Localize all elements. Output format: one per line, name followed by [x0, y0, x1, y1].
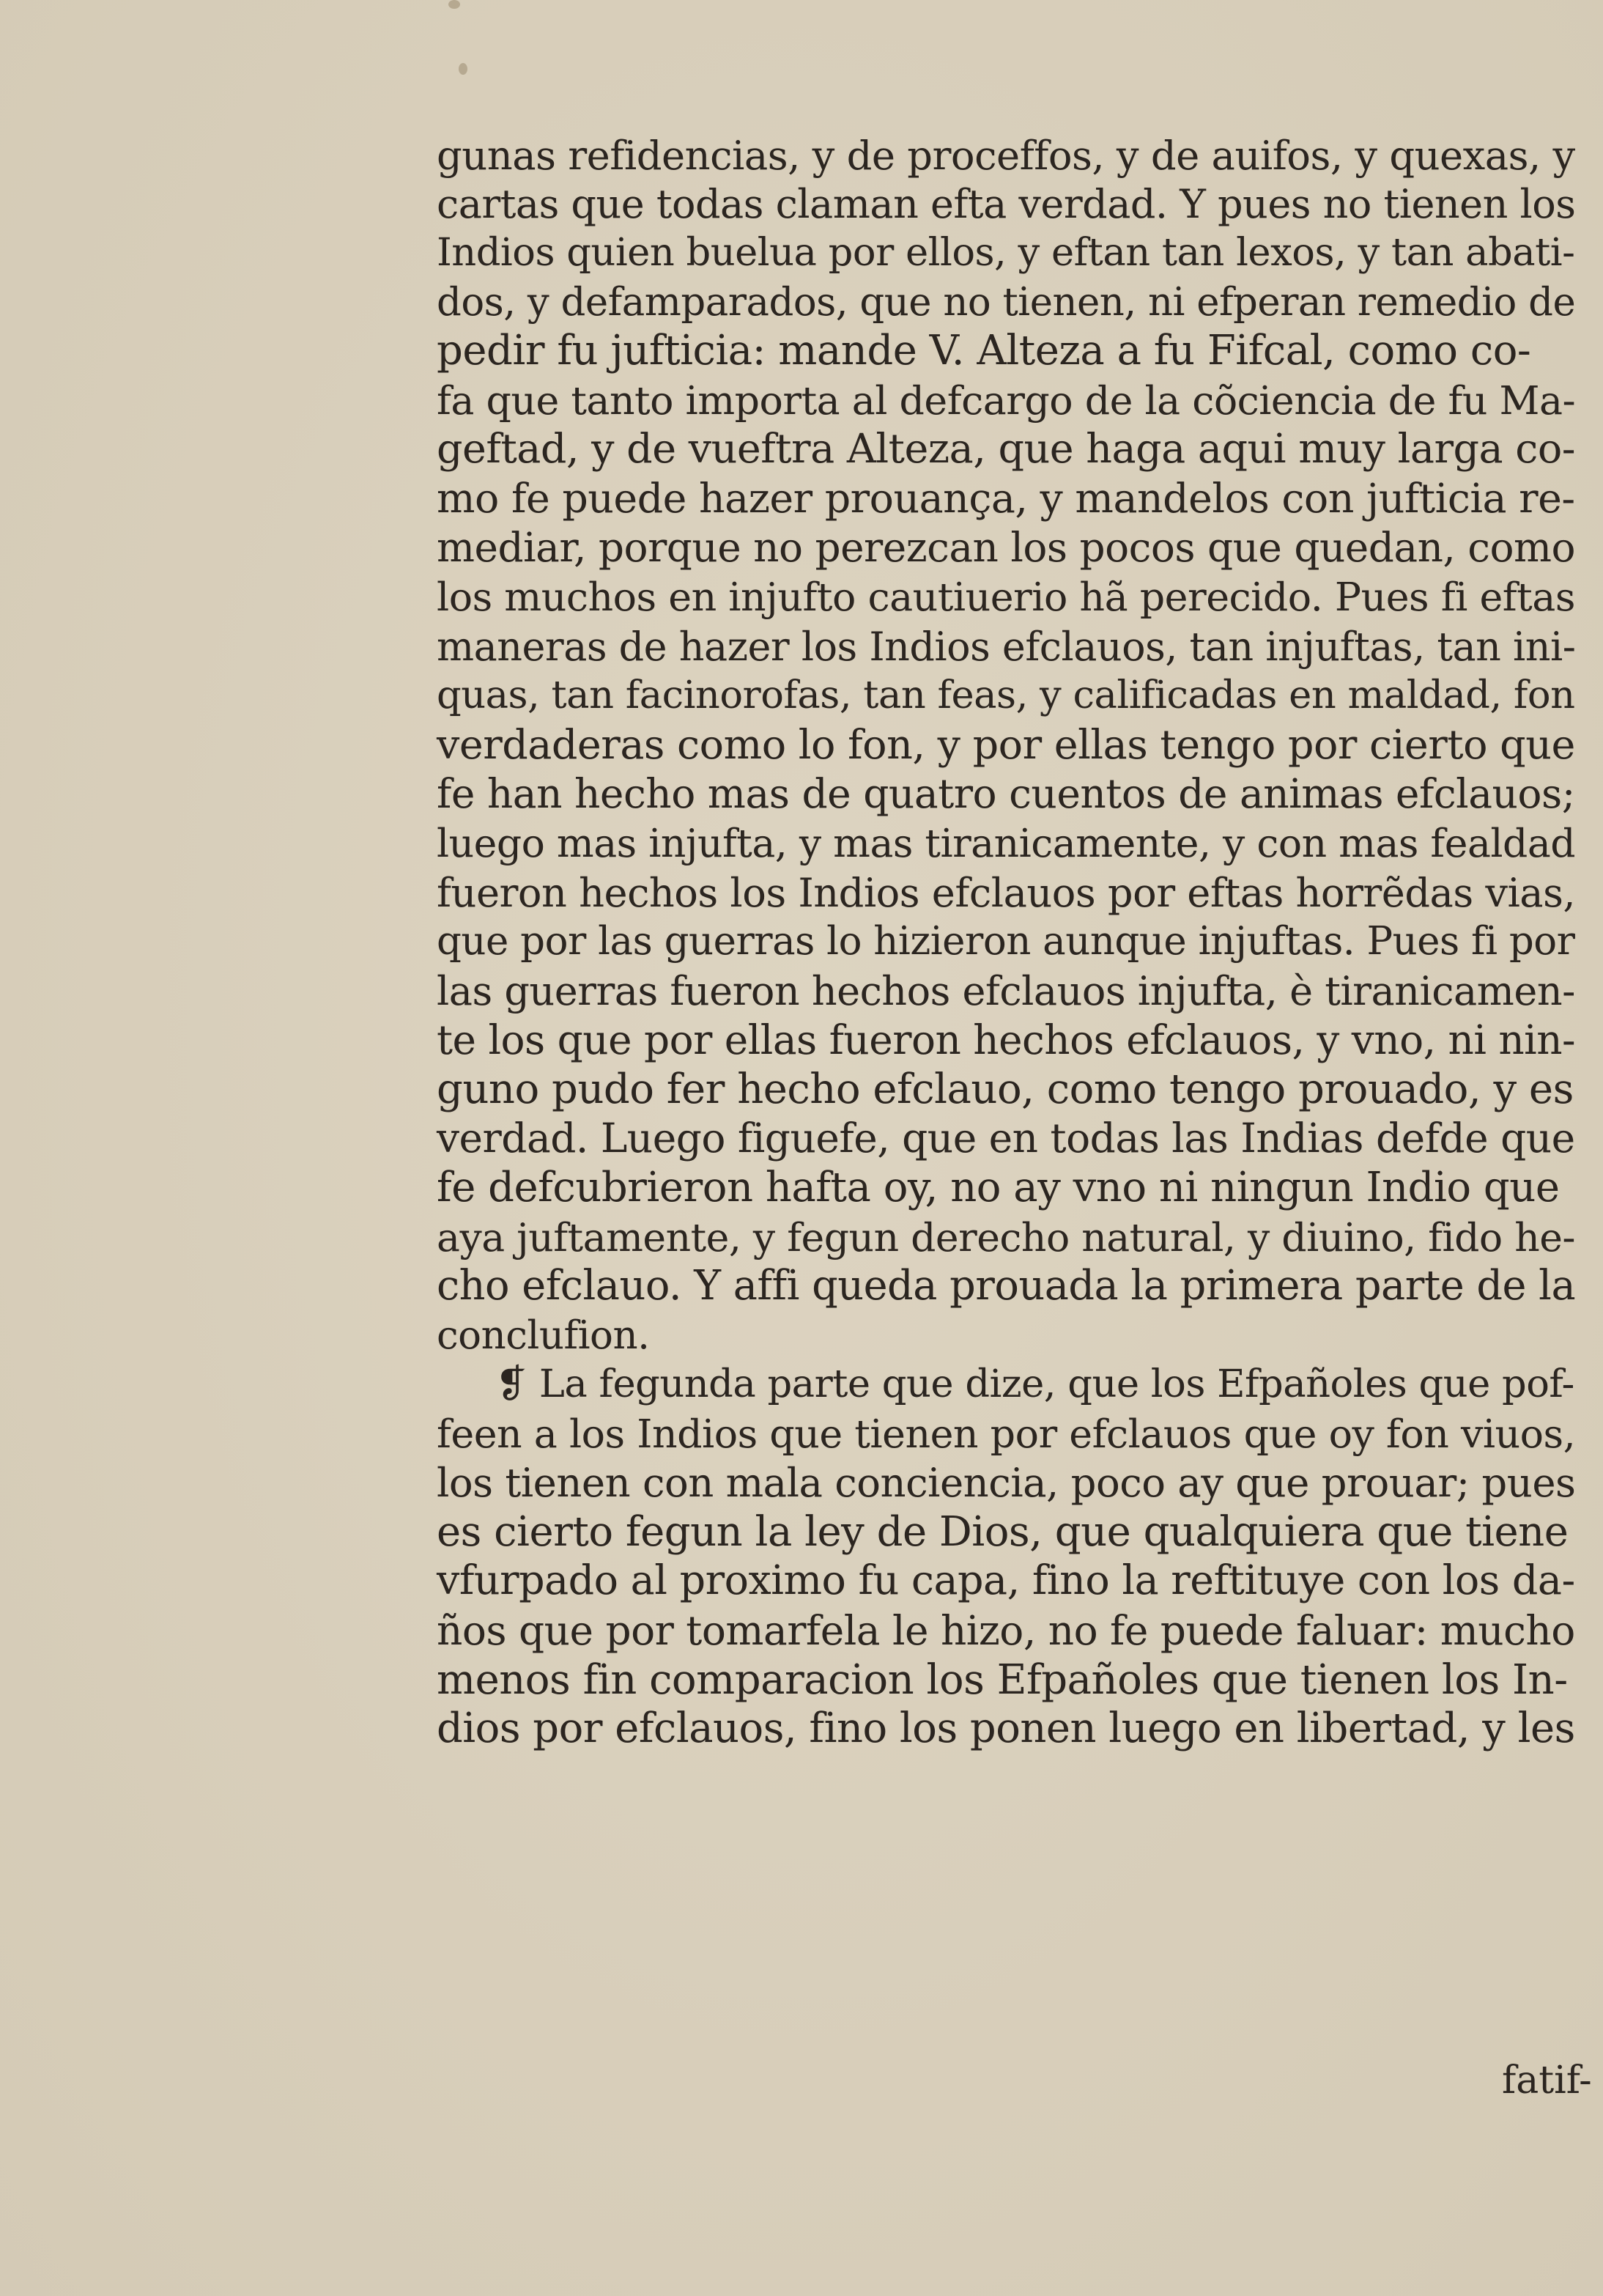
text-line: ños que por tomarfela le hizo, no fe puede faluar: mucho — [437, 1607, 1575, 1654]
text-line: los muchos en injufto cautiuerio hã perecido. Pues fi eftas — [437, 574, 1575, 620]
text-line: gunas refidencias, y de proceffos, y de auifos, y quexas, y — [437, 133, 1575, 179]
text-line: verdaderas como lo fon, y por ellas tengo por cierto que — [437, 721, 1575, 769]
text-line: fe han hecho mas de quatro cuentos de animas efclauos; — [437, 770, 1575, 817]
text-line: conclufion. — [437, 1313, 650, 1358]
text-line: que por las guerras lo hizieron aunque injuftas. Pues fi por — [437, 919, 1575, 964]
text-line: feen a los Indios que tienen por efclauos que oy fon viuos, — [437, 1411, 1576, 1457]
text-line: las guerras fueron hechos efclauos injufta, è tiranicamen- — [437, 968, 1575, 1014]
text-line: pedir fu jufticia: mande V. Alteza a fu Fifcal, como co- — [437, 327, 1531, 374]
text-line: fa que tanto importa al defcargo de la cõciencia de fu Ma- — [437, 377, 1576, 424]
text-line: fueron hechos los Indios efclauos por eftas horrẽdas vias, — [437, 870, 1576, 916]
text-line: verdad. Luego figuefe, que en todas las Indias defde que — [437, 1115, 1575, 1162]
text-line: fe defcubrieron hafta oy, no ay vno ni ningun Indio que — [437, 1164, 1560, 1211]
ink-stain — [448, 0, 460, 9]
paragraph-start-line: ❡ La fegunda parte que dize, que los Efpañoles que pof- — [495, 1362, 1574, 1406]
text-line: maneras de hazer los Indios efclauos, tan injuftas, tan ini- — [437, 624, 1576, 670]
text-line: aya juftamente, y fegun derecho natural, y diuino, fido he- — [437, 1214, 1576, 1260]
text-line: luego mas injufta, y mas tiranicamente, y con mas fealdad — [437, 820, 1576, 866]
text-line: vfurpado al proximo fu capa, fino la reftituye con los da- — [437, 1557, 1575, 1604]
text-line: geftad, y de vueftra Alteza, que haga aqui muy larga co- — [437, 425, 1576, 473]
text-line: quas, tan facinorofas, tan feas, y calificadas en maldad, fon — [437, 673, 1575, 717]
text-line: dios por efclauos, fino los ponen luego en libertad, y les — [437, 1705, 1575, 1752]
text-line: cho efclauo. Y affi queda prouada la primera parte de la — [437, 1262, 1576, 1310]
text-line: mediar, porque no perezcan los pocos que quedan, como — [437, 524, 1576, 571]
text-line: es cierto fegun la ley de Dios, que qualquiera que tiene — [437, 1508, 1569, 1556]
text-line: guno pudo fer hecho efclauo, como tengo prouado, y es — [437, 1066, 1574, 1113]
text-line: Indios quien buelua por ellos, y eftan tan lexos, y tan abati- — [437, 230, 1575, 275]
ink-stain — [459, 63, 467, 75]
catchword: fatif- — [1502, 2059, 1592, 2103]
text-line: menos fin comparacion los Efpañoles que tienen los In- — [437, 1656, 1568, 1704]
text-line: mo fe puede hazer prouança, y mandelos con jufticia re- — [437, 476, 1575, 523]
text-line: los tienen con mala conciencia, poco ay que prouar; pues — [437, 1459, 1576, 1506]
text-line: te los que por ellas fueron hechos efclauos, y vno, ni nin- — [437, 1016, 1576, 1063]
text-line: dos, y defamparados, que no tienen, ni efperan remedio de — [437, 280, 1576, 325]
text-line: cartas que todas claman efta verdad. Y pues no tienen los — [437, 181, 1576, 227]
